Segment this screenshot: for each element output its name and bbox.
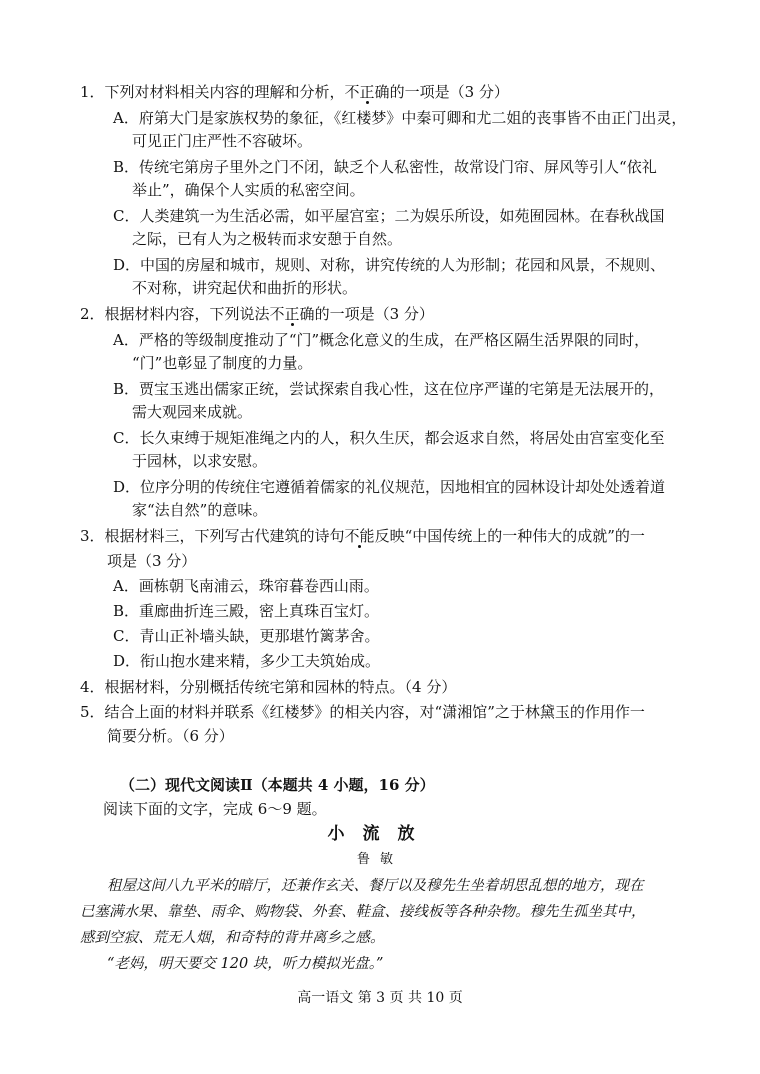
q1-option-d-line1: D．中国的房屋和城市，规则、对称，讲究传统的人为形制；花园和风景，不规则、 [113,256,666,274]
q2-option-a-line2: “门”也彰显了制度的力量。 [132,354,313,372]
story-title: 小流放 [327,824,433,844]
story-author: 鲁敏 [356,852,403,867]
question-1-stem: 1．下列对材料相关内容的理解和分析，不正确的一项是（3 分） [80,83,509,101]
q2-option-a-line1: A．严格的等级制度推动了“门”概念化意义的生成，在严格区隔生活界限的同时， [113,331,650,349]
emphasis-dotted-text: 不正确 [344,83,390,101]
question-3-stem-line2: 项是（3 分） [107,552,197,570]
q2-option-c-line1: C．长久束缚于规矩准绳之内的人，积久生厌，都会返求自然，将居处由宫室变化至 [113,429,665,447]
q2-option-b-line1: B．贾宝玉逃出儒家正统，尝试探索自我心性，这在位序严谨的宅第是无法展开的， [113,380,665,398]
q2-option-c-line2: 于园林，以求安慰。 [132,452,268,470]
q1-option-c-line1: C．人类建筑一为生活必需，如平屋宫室；二为娱乐所设，如苑囿园林。在春秋战国 [113,207,665,225]
page-footer: 高一语文 第 3 页 共 10 页 [297,990,463,1006]
story-paragraph-line: 感到空寂、荒无人烟，和奇特的背井离乡之感。 [80,930,385,946]
question-2-stem: 2．根据材料内容，下列说法不正确的一项是（3 分） [80,305,434,323]
q1-option-b-line1: B．传统宅第房子里外之门不闭，缺乏个人私密性，故常设门帘、屏风等引人“依礼 [113,158,657,176]
story-paragraph-line: 租屋这间八九平米的暗厅，还兼作玄关、餐厅以及穆先生坐着胡思乱想的地方，现在 [107,878,644,894]
section-heading: （二）现代文阅读Ⅱ（本题共 4 小题，16 分） [120,776,435,794]
q3-option-b: B．重廊曲折连三殿，密上真珠百宝灯。 [113,602,380,620]
q1-option-a-line2: 可见正门庄严性不容破坏。 [132,132,313,150]
emphasis-dotted-text: 不正确 [269,305,315,323]
question-5-stem: 5．结合上面的材料并联系《红楼梦》的相关内容，对“潇湘馆”之于林黛玉的作用作一 [80,703,645,721]
story-dialogue-line: “老妈，明天要交 120 块，听力模拟光盘。” [107,956,384,972]
question-3-stem: 3．根据材料三，下列写古代建筑的诗句不能反映“中国传统上的一种伟大的成就”的一 [80,527,645,545]
q3-option-a: A．画栋朝飞南浦云，珠帘暮卷西山雨。 [113,577,379,595]
section-instruction: 阅读下面的文字，完成 6～9 题。 [103,800,327,818]
question-5-stem-line2: 简要分析。（6 分） [107,727,234,745]
q1-option-d-line2: 不对称，讲究起伏和曲折的形状。 [132,279,358,297]
q1-option-c-line2: 之际，已有人为之极转而求安憩于自然。 [132,230,403,248]
story-paragraph-line: 已塞满水果、靠垫、雨伞、购物袋、外套、鞋盒、接线板等各种杂物。穆先生孤坐其中， [80,904,646,920]
q2-option-b-line2: 需大观园来成就。 [132,403,253,421]
q2-option-d-line1: D．位序分明的传统住宅遵循着儒家的礼仪规范，因地相宜的园林设计却处处透着道 [113,478,666,496]
question-4-stem: 4．根据材料，分别概括传统宅第和园林的特点。（4 分） [80,678,457,696]
q1-option-a-line1: A．府第大门是家族权势的象征，《红楼梦》中秦可卿和尤二姐的丧事皆不由正门出灵， [113,109,687,127]
q3-option-c: C．青山正补墙头缺，更那堪竹篱茅舍。 [113,627,380,645]
q1-option-b-line2: 举止”，确保个人实质的私密空间。 [132,181,365,199]
emphasis-dotted-text: 不能 [344,527,375,545]
q3-option-d: D．衔山抱水建来精，多少工夫筑始成。 [113,652,381,670]
q2-option-d-line2: 家“法自然”的意味。 [132,501,268,519]
